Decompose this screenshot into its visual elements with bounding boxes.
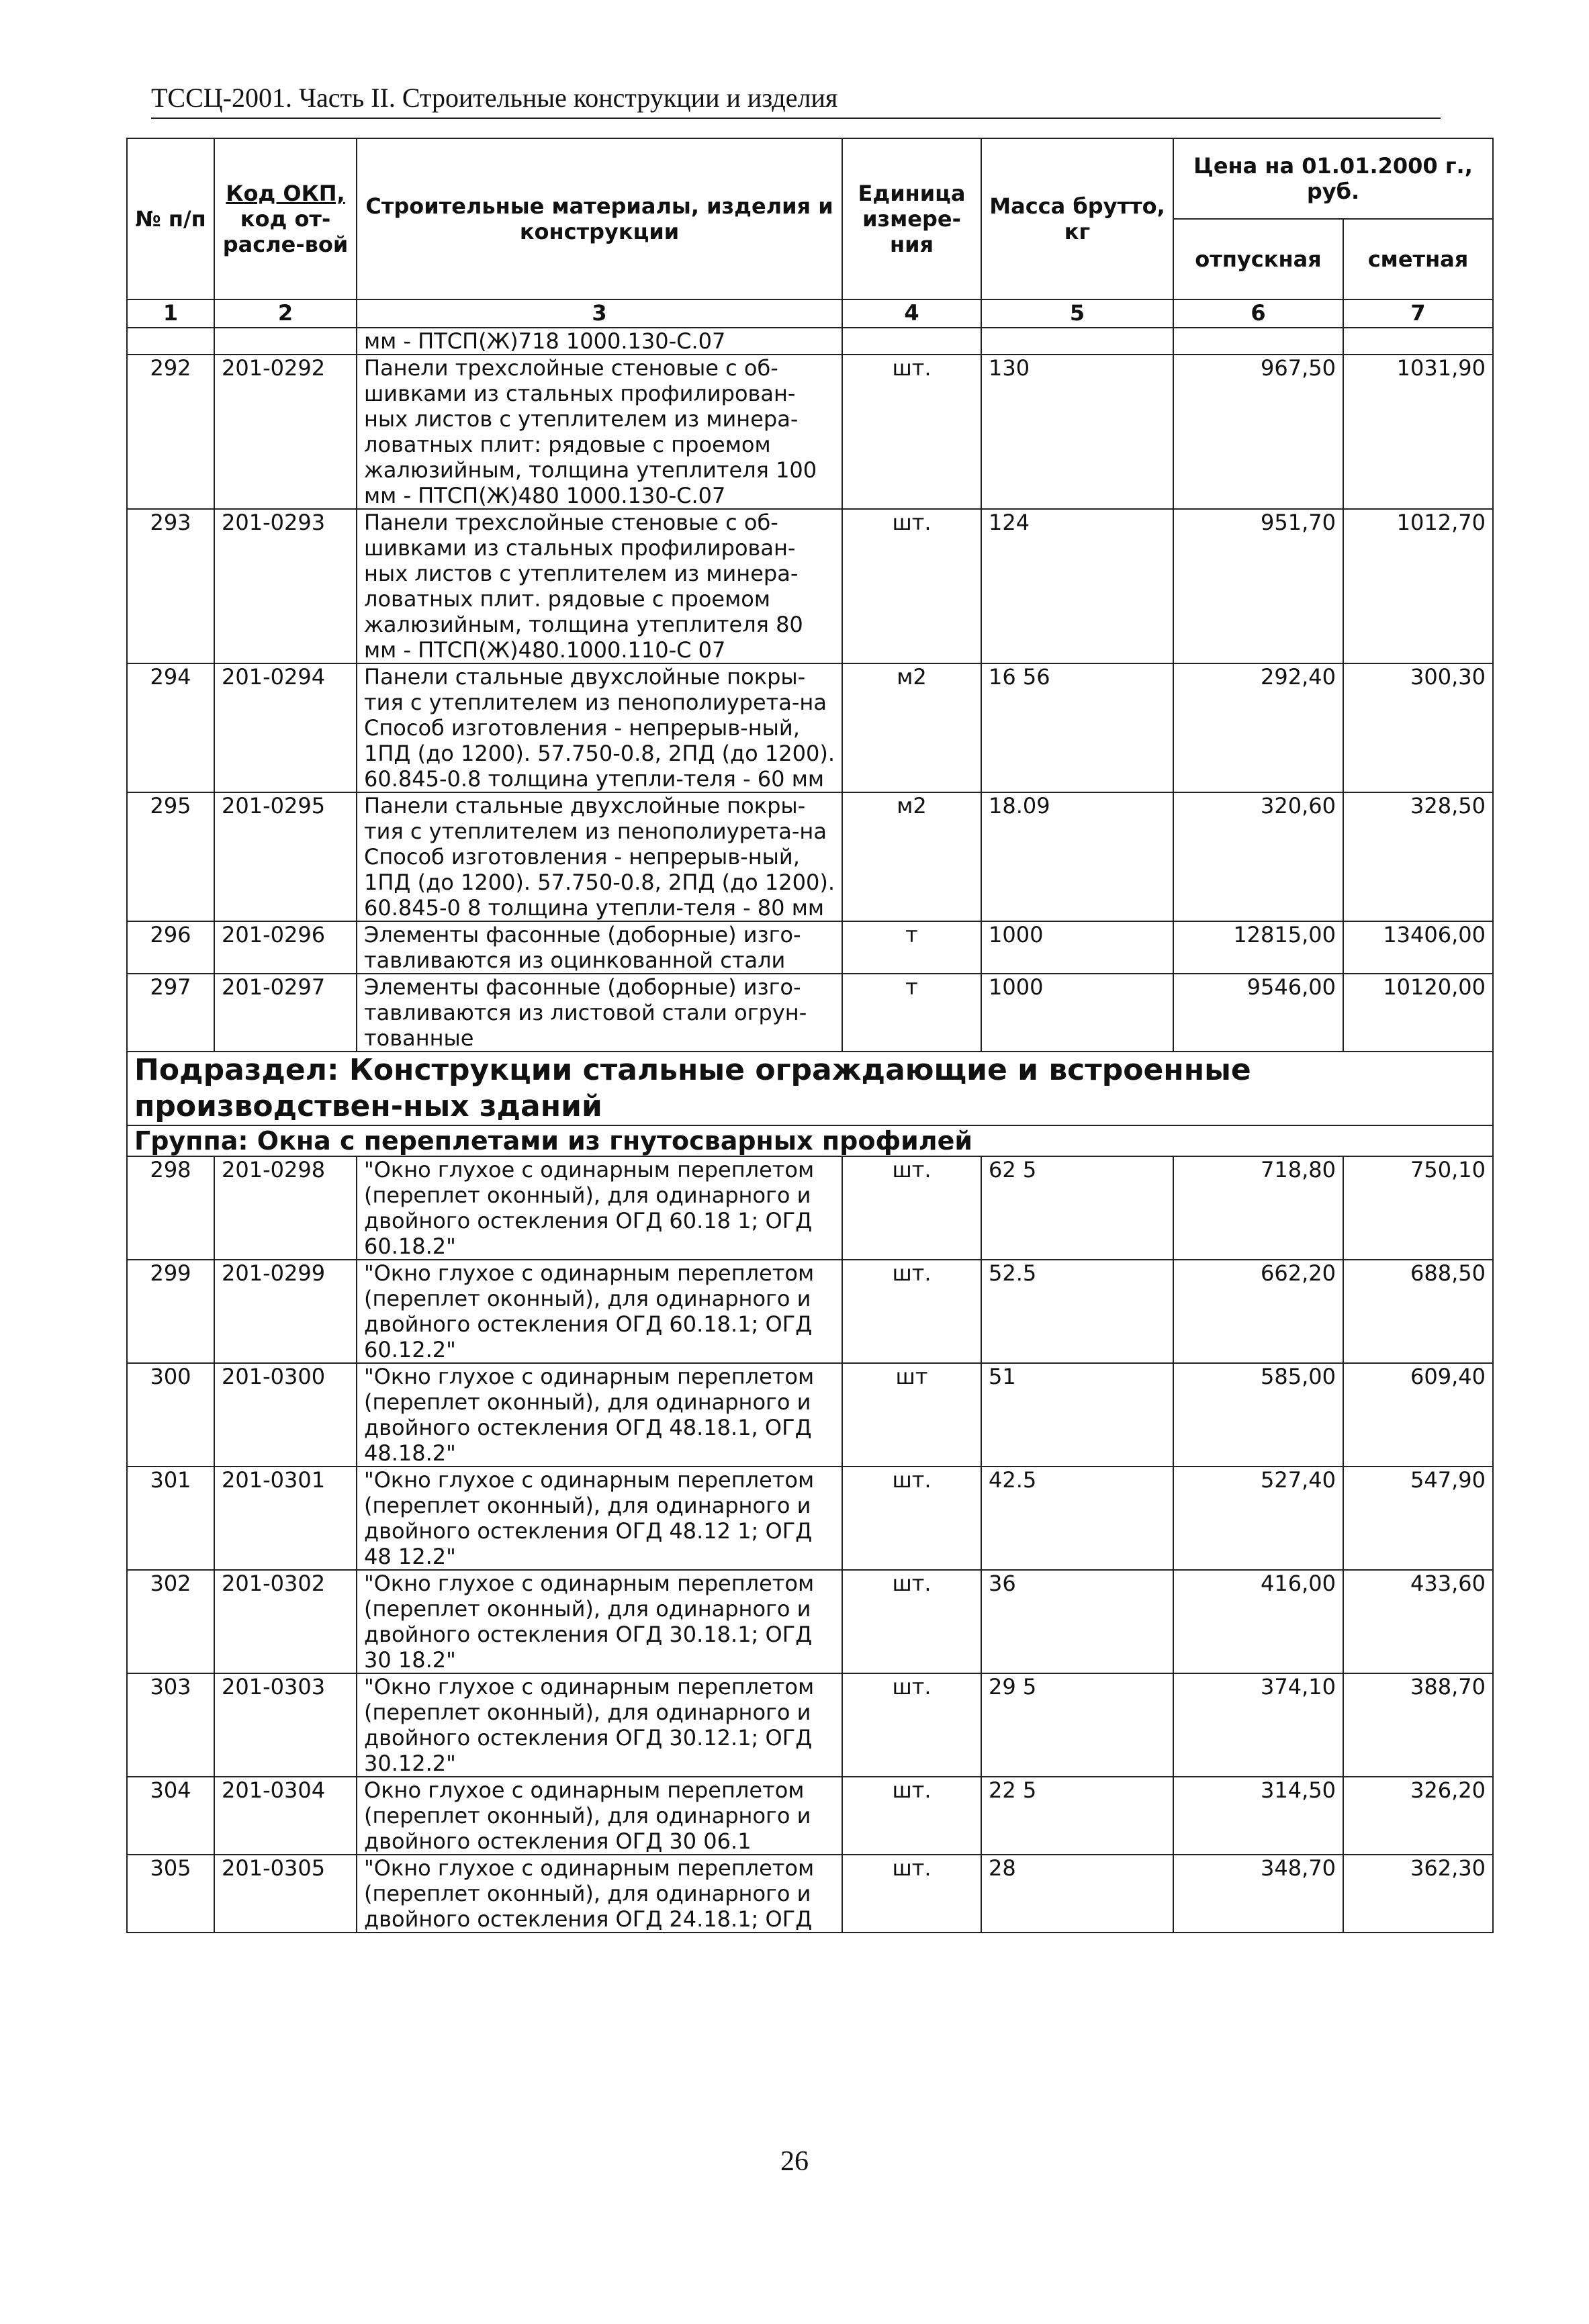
okp-code: 201-0297	[214, 974, 357, 1052]
item-name: Окно глухое с одинарным переплетом (переплет оконный), для одинарного и двойного остекления ОГД 30 06.1	[357, 1777, 842, 1855]
item-name: Элементы фасонные (доборные) изго-тавливаются из оцинкованной стали	[357, 921, 842, 974]
item-name: Панели трехслойные стеновые с об-шивками из стальных профилирован-ных листов с утеплителем из минера-ловатных плит. рядовые с проемом жалюзийным, толщина утеплителя 80 мм - ПТСП(Ж)480.1000.110-С 07	[357, 509, 842, 663]
header-code-title: Код ОКП,	[226, 181, 345, 206]
table-row	[127, 355, 1493, 509]
header-unit: Единица измере-ния	[842, 138, 981, 299]
price-estimate: 326,20	[1343, 1777, 1493, 1855]
mass: 22 5	[981, 1777, 1173, 1855]
column-number: 2	[214, 299, 357, 328]
row-number: 294	[127, 663, 214, 792]
mass: 29 5	[981, 1673, 1173, 1777]
price-release: 292,40	[1173, 663, 1343, 792]
page-header: ТССЦ-2001. Часть II. Строительные конструкции и изделия	[151, 82, 1441, 119]
mass: 52.5	[981, 1260, 1173, 1363]
okp-code: 201-0304	[214, 1777, 357, 1855]
header-price-release: отпускная	[1173, 219, 1343, 299]
price-release: 951,70	[1173, 509, 1343, 663]
okp-code: 201-0299	[214, 1260, 357, 1363]
unit: шт.	[842, 1855, 981, 1933]
row-number: 300	[127, 1363, 214, 1467]
price-release: 416,00	[1173, 1570, 1343, 1673]
price-release: 9546,00	[1173, 974, 1343, 1052]
price-estimate: 10120,00	[1343, 974, 1493, 1052]
item-name: "Окно глухое с одинарным переплетом (переплет оконный), для одинарного и двойного остекления ОГД 60.18.1; ОГД 60.12.2"	[357, 1260, 842, 1363]
unit: м2	[842, 792, 981, 921]
table-row	[127, 1855, 1493, 1933]
table-row	[127, 1777, 1493, 1855]
page-number: 26	[780, 2146, 809, 2177]
header-num: № п/п	[127, 138, 214, 299]
mass: 42.5	[981, 1467, 1173, 1570]
price-estimate: 688,50	[1343, 1260, 1493, 1363]
unit: шт.	[842, 509, 981, 663]
column-number: 6	[1173, 299, 1343, 328]
mass: 130	[981, 355, 1173, 509]
unit: шт.	[842, 1467, 981, 1570]
unit: шт.	[842, 1260, 981, 1363]
item-name: "Окно глухое с одинарным переплетом (переплет оконный), для одинарного и двойного остекления ОГД 48.12 1; ОГД 48 12.2"	[357, 1467, 842, 1570]
unit: шт.	[842, 355, 981, 509]
okp-code: 201-0298	[214, 1156, 357, 1260]
column-number: 7	[1343, 299, 1493, 328]
okp-code: 201-0296	[214, 921, 357, 974]
item-name: "Окно глухое с одинарным переплетом (переплет оконный), для одинарного и двойного остекления ОГД 60.18 1; ОГД 60.18.2"	[357, 1156, 842, 1260]
unit: т	[842, 921, 981, 974]
header-code-sub: код от-расле-вой	[222, 206, 349, 257]
okp-code: 201-0293	[214, 509, 357, 663]
table-row	[127, 921, 1493, 974]
row-number: 298	[127, 1156, 214, 1260]
price-estimate: 1031,90	[1343, 355, 1493, 509]
table-row	[127, 1260, 1493, 1363]
price-release: 967,50	[1173, 355, 1343, 509]
table-row	[127, 1156, 1493, 1260]
column-number: 3	[357, 299, 842, 328]
mass: 28	[981, 1855, 1173, 1933]
mass: 36	[981, 1570, 1173, 1673]
price-estimate: 362,30	[1343, 1855, 1493, 1933]
item-name: "Окно глухое с одинарным переплетом (переплет оконный), для одинарного и двойного остекления ОГД 30.12.1; ОГД 30.12.2"	[357, 1673, 842, 1777]
price-estimate: 547,90	[1343, 1467, 1493, 1570]
unit: шт.	[842, 1673, 981, 1777]
mass: 18.09	[981, 792, 1173, 921]
row-number: 303	[127, 1673, 214, 1777]
price-release: 12815,00	[1173, 921, 1343, 974]
price-estimate: 328,50	[1343, 792, 1493, 921]
row-number: 297	[127, 974, 214, 1052]
price-estimate: 433,60	[1343, 1570, 1493, 1673]
row-number: 302	[127, 1570, 214, 1673]
table-row	[127, 1673, 1493, 1777]
subsection-body	[127, 1052, 1493, 1156]
item-name: "Окно глухое с одинарным переплетом (переплет оконный), для одинарного и двойного остекления ОГД 48.18.1, ОГД 48.18.2"	[357, 1363, 842, 1467]
item-name: Элементы фасонные (доборные) изго-тавливаются из листовой стали огрун-тованные	[357, 974, 842, 1052]
okp-code: 201-0303	[214, 1673, 357, 1777]
row-number: 296	[127, 921, 214, 974]
price-release: 585,00	[1173, 1363, 1343, 1467]
header-price-group: Цена на 01.01.2000 г., руб.	[1173, 138, 1493, 219]
continuation-row	[127, 328, 1493, 355]
unit: шт.	[842, 1570, 981, 1673]
mass: 1000	[981, 921, 1173, 974]
okp-code: 201-0292	[214, 355, 357, 509]
row-number: 293	[127, 509, 214, 663]
price-estimate: 388,70	[1343, 1673, 1493, 1777]
table-row	[127, 1570, 1493, 1673]
row-number: 305	[127, 1855, 214, 1933]
okp-code: 201-0301	[214, 1467, 357, 1570]
mass: 16 56	[981, 663, 1173, 792]
price-estimate: 1012,70	[1343, 509, 1493, 663]
price-release: 314,50	[1173, 1777, 1343, 1855]
item-name: Панели стальные двухслойные покры-тия с утеплителем из пенополиурета-на Способ изготовления - непрерыв-ный, 1ПД (до 1200). 57.750-0.8, 2ПД (до 1200). 60.845-0.8 толщина утепли-теля - 60 мм	[357, 663, 842, 792]
row-number: 299	[127, 1260, 214, 1363]
okp-code: 201-0302	[214, 1570, 357, 1673]
header-name: Строительные материалы, изделия и конструкции	[357, 138, 842, 299]
column-number-row	[127, 299, 1493, 328]
price-release: 374,10	[1173, 1673, 1343, 1777]
unit: шт	[842, 1363, 981, 1467]
price-estimate: 750,10	[1343, 1156, 1493, 1260]
unit: м2	[842, 663, 981, 792]
okp-code: 201-0305	[214, 1855, 357, 1933]
table-row	[127, 1363, 1493, 1467]
unit: т	[842, 974, 981, 1052]
unit: шт.	[842, 1777, 981, 1855]
header-mass: Масса брутто, кг	[981, 138, 1173, 299]
table-row	[127, 663, 1493, 792]
unit: шт.	[842, 1156, 981, 1260]
row-number: 295	[127, 792, 214, 921]
item-name: Панели стальные двухслойные покры-тия с утеплителем из пенополиурета-на Способ изготовления - непрерыв-ный, 1ПД (до 1200). 57.750-0.8, 2ПД (до 1200). 60.845-0 8 толщина утепли-теля - 80 мм	[357, 792, 842, 921]
item-name: Панели трехслойные стеновые с об-шивками из стальных профилирован-ных листов с утеплителем из минера-ловатных плит: рядовые с проемом жалюзийным, толщина утеплителя 100 мм - ПТСП(Ж)480 1000.130-С.07	[357, 355, 842, 509]
price-release: 718,80	[1173, 1156, 1343, 1260]
table-row	[127, 792, 1493, 921]
price-release: 527,40	[1173, 1467, 1343, 1570]
okp-code: 201-0294	[214, 663, 357, 792]
subsection-heading: Подраздел: Конструкции стальные ограждающие и встроенные производствен-ных зданий	[127, 1052, 1493, 1125]
row-number: 301	[127, 1467, 214, 1570]
table-row	[127, 509, 1493, 663]
price-release: 320,60	[1173, 792, 1343, 921]
price-table	[126, 138, 1494, 1933]
table-body-a	[127, 328, 1493, 1052]
table-body-b	[127, 1156, 1493, 1933]
okp-code: 201-0300	[214, 1363, 357, 1467]
mass: 62 5	[981, 1156, 1173, 1260]
item-name: "Окно глухое с одинарным переплетом (переплет оконный), для одинарного и двойного остекления ОГД 30.18.1; ОГД 30 18.2"	[357, 1570, 842, 1673]
price-release: 348,70	[1173, 1855, 1343, 1933]
header-code	[214, 138, 357, 299]
item-name: "Окно глухое с одинарным переплетом (переплет оконный), для одинарного и двойного остекления ОГД 24.18.1; ОГД	[357, 1855, 842, 1933]
row-number: 304	[127, 1777, 214, 1855]
column-number: 4	[842, 299, 981, 328]
row-number: 292	[127, 355, 214, 509]
price-estimate: 13406,00	[1343, 921, 1493, 974]
mass: 51	[981, 1363, 1173, 1467]
group-heading: Группа: Окна с переплетами из гнутосварных профилей	[127, 1125, 1493, 1156]
okp-code: 201-0295	[214, 792, 357, 921]
price-release: 662,20	[1173, 1260, 1343, 1363]
table-row	[127, 974, 1493, 1052]
column-number: 5	[981, 299, 1173, 328]
mass: 1000	[981, 974, 1173, 1052]
column-number: 1	[127, 299, 214, 328]
table-row	[127, 1467, 1493, 1570]
header-price-estimate: сметная	[1343, 219, 1493, 299]
continuation-text: мм - ПТСП(Ж)718 1000.130-С.07	[357, 328, 842, 355]
price-estimate: 609,40	[1343, 1363, 1493, 1467]
price-estimate: 300,30	[1343, 663, 1493, 792]
mass: 124	[981, 509, 1173, 663]
